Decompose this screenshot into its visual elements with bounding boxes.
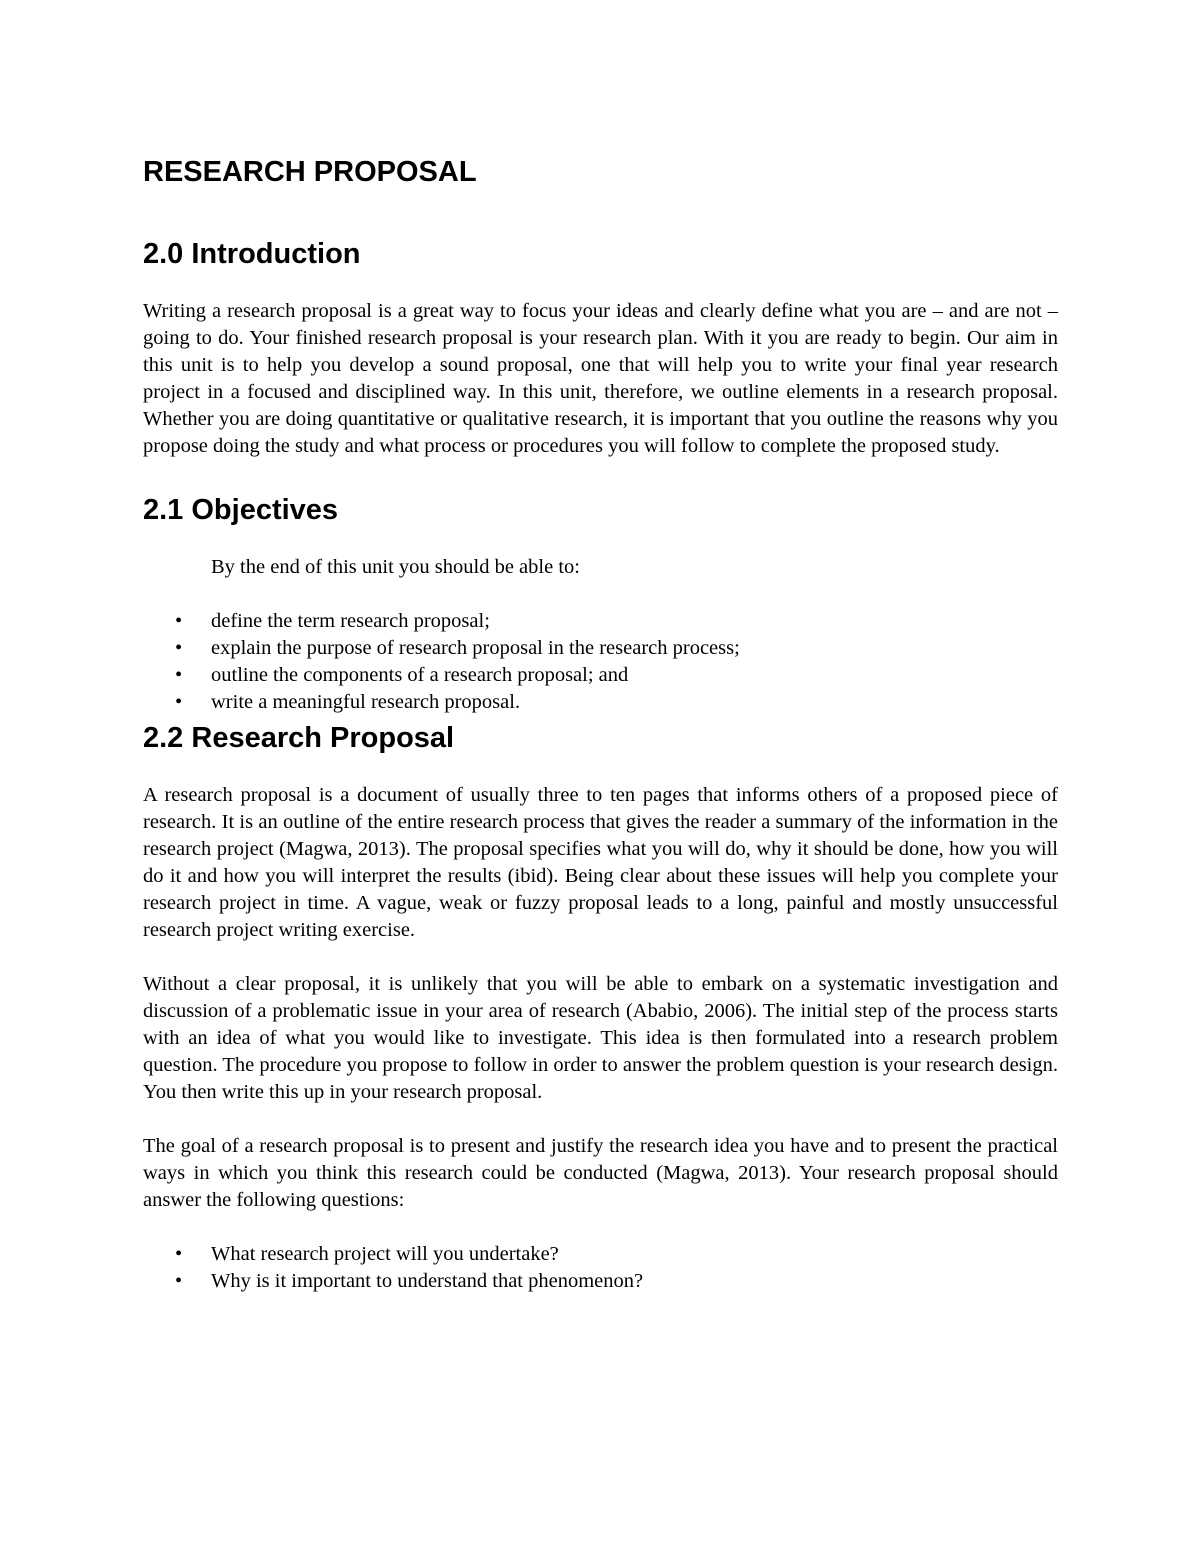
list-item: [143, 689, 1058, 716]
research-proposal-paragraph-1: A research proposal is a document of usually three to ten pages that informs others of a proposed piece of research. It is an outline of the entire research process that gives the reader a summary of the information in the research project (Magwa, 2013). The proposal specifies what you will do, why it should be done, how you will do it and how you will interpret the results (ibid). Being clear about these issues will help you complete your research project in time. A vague, weak or fuzzy proposal leads to a long, painful and mostly unsuccessful research project writing exercise.: [143, 784, 1058, 941]
list-item-text: outline the components of a research proposal; and: [211, 664, 629, 686]
objectives-lead: By the end of this unit you should be able to:: [211, 556, 580, 578]
list-item: [143, 1241, 1058, 1268]
list-item-text: define the term research proposal;: [211, 610, 490, 632]
bullet-icon: •: [175, 1270, 183, 1292]
objectives-list: [143, 608, 1058, 716]
section-heading-research-proposal: 2.2 Research Proposal: [143, 722, 455, 754]
bullet-icon: •: [175, 664, 183, 686]
document-page: [143, 150, 1058, 1295]
list-item-text: Why is it important to understand that phenomenon?: [211, 1270, 644, 1292]
list-item-text: write a meaningful research proposal.: [211, 691, 521, 713]
list-item-text: explain the purpose of research proposal in the research process;: [211, 637, 740, 659]
bullet-icon: •: [175, 637, 183, 659]
list-item: [143, 1268, 1058, 1295]
bullet-icon: •: [175, 610, 183, 632]
research-proposal-paragraph-2: Without a clear proposal, it is unlikely that you will be able to embark on a systematic investigation and discussion of a problematic issue in your area of research (Ababio, 2006). The initial step of the process starts with an idea of what you would like to investigate. This idea is then formulated into a research problem question. The procedure you propose to follow in order to answer the problem question is your research design. You then write this up in your research proposal.: [143, 973, 1058, 1103]
list-item: [143, 635, 1058, 662]
bullet-icon: •: [175, 691, 183, 713]
bullet-icon: •: [175, 1243, 183, 1265]
document-title: RESEARCH PROPOSAL: [143, 156, 477, 188]
list-item-text: What research project will you undertake?: [211, 1243, 559, 1265]
research-proposal-paragraph-3: The goal of a research proposal is to present and justify the research idea you have and to present the practical ways in which you think this research could be conducted (Magwa, 2013). Your research proposal should answer the following questions:: [143, 1135, 1058, 1211]
questions-list: [143, 1241, 1058, 1295]
introduction-paragraph: Writing a research proposal is a great way to focus your ideas and clearly define what you are – and are not – going to do. Your finished research proposal is your research plan. With it you are ready to begin. Our aim in this unit is to help you develop a sound proposal, one that will help you to write your final year research project in a focused and disciplined way. In this unit, therefore, we outline elements in a research proposal. Whether you are doing quantitative or qualitative research, it is important that you outline the reasons why you propose doing the study and what process or procedures you will follow to complete the proposed study.: [143, 300, 1058, 457]
section-heading-introduction: 2.0 Introduction: [143, 238, 361, 270]
list-item: [143, 662, 1058, 689]
section-heading-objectives: 2.1 Objectives: [143, 494, 339, 526]
list-item: [143, 608, 1058, 635]
